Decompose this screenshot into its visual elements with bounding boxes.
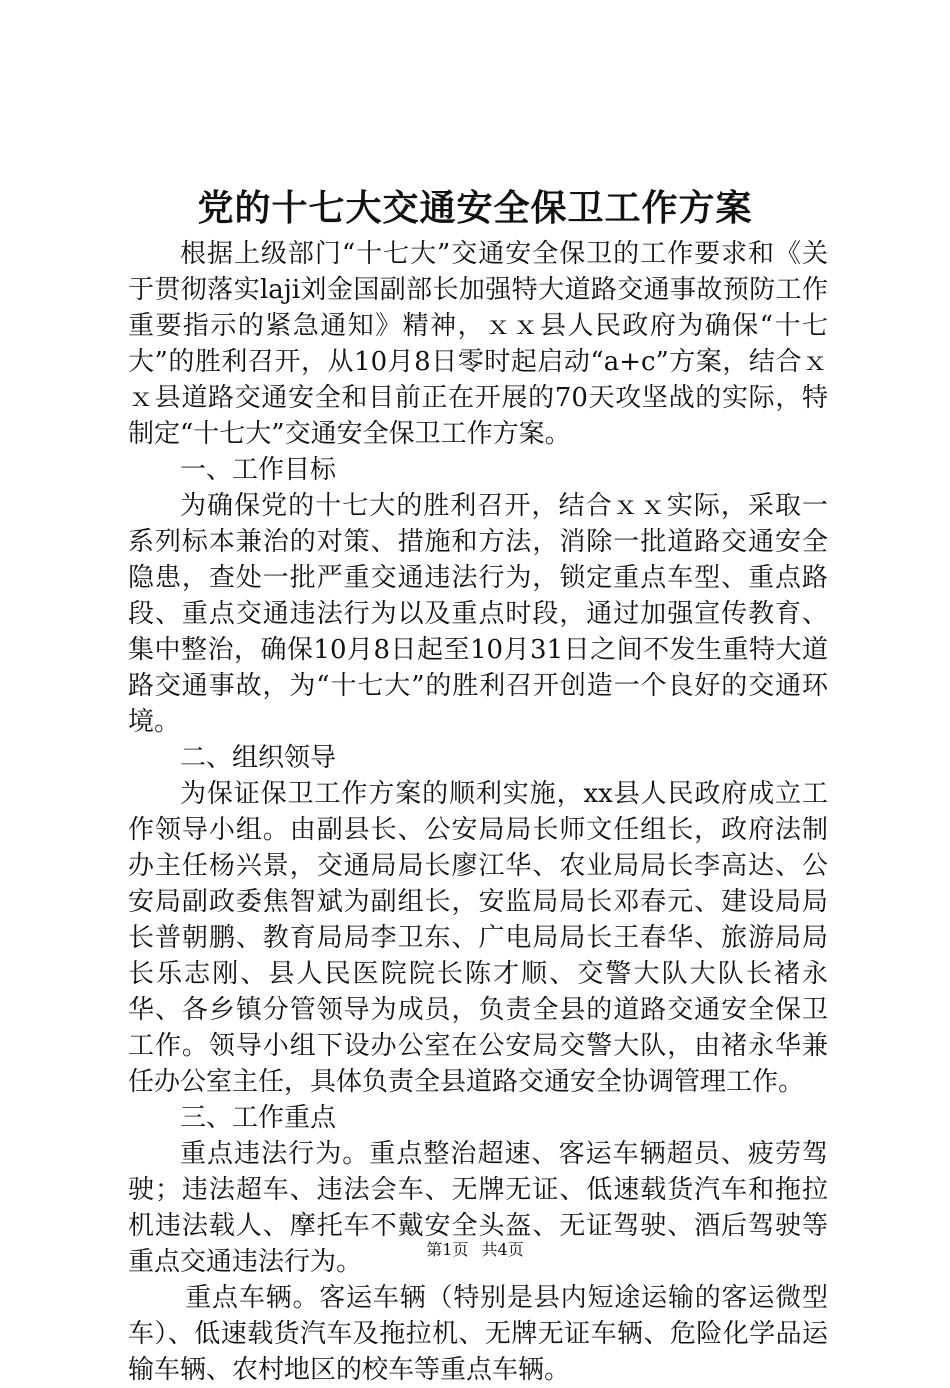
page-number-current: 第1页 [426, 1240, 469, 1259]
section-heading-organization: 二、组织领导 [180, 743, 337, 773]
document-title: 党的十七大交通安全保卫工作方案 [197, 187, 753, 229]
page-footer [0, 1240, 950, 1260]
section-heading-goals: 一、工作目标 [180, 455, 337, 485]
page-number-total: 共4页 [481, 1240, 524, 1259]
focus-violations-paragraph: 重点违法行为。重点整治超速、客运车辆超员、疲劳驾驶；违法超车、违法会车、无牌无证、低速载货汽车和拖拉机违法载人、摩托车不戴安全头盔、无证驾驶、酒后驾驶等重点交通违法行为。 [128, 1139, 828, 1277]
intro-paragraph: 根据上级部门“十七大”交通安全保卫的工作要求和《关于贯彻落实laji刘金国副部长加强特大道路交通事故预防工作重要指示的紧急通知》精神，ｘｘ县人民政府为确保“十七大”的胜利召开，从10月8日零时起启动“a+c”方案，结合ｘｘ县道路交通安全和目前正在开展的70天攻坚战的实际，特制定“十七大”交通安全保卫工作方案。 [128, 239, 828, 449]
focus-vehicles-paragraph: 重点车辆。客运车辆（特别是县内短途运输的客运微型车）、低速载货汽车及拖拉机、无牌无证车辆、危险化学品运输车辆、农村地区的校车等重点车辆。 [128, 1283, 828, 1385]
document-body [128, 236, 828, 1388]
section-heading-focus: 三、工作重点 [180, 1103, 337, 1133]
organization-paragraph: 为保证保卫工作方案的顺利实施，xx县人民政府成立工作领导小组。由副县长、公安局局长师文任组长，政府法制办主任杨兴景，交通局局长廖江华、农业局局长李高达、公安局副政委焦智斌为副组长，安监局局长邓春元、建设局局长普朝鹏、教育局局李卫东、广电局局长王春华、旅游局局长乐志刚、县人民医院院长陈才顺、交警大队大队长褚永华、各乡镇分管领导为成员，负责全县的道路交通安全保卫工作。领导小组下设办公室在公安局交警大队，由褚永华兼任办公室主任，具体负责全县道路交通安全协调管理工作。 [128, 779, 828, 1097]
goals-paragraph: 为确保党的十七大的胜利召开，结合ｘｘ实际，采取一系列标本兼治的对策、措施和方法，消除一批道路交通安全隐患，查处一批严重交通违法行为，锁定重点车型、重点路段、重点交通违法行为以及重点时段，通过加强宣传教育、集中整治，确保10月8日起至10月31日之间不发生重特大道路交通事故，为“十七大”的胜利召开创造一个良好的交通环境。 [128, 491, 828, 737]
